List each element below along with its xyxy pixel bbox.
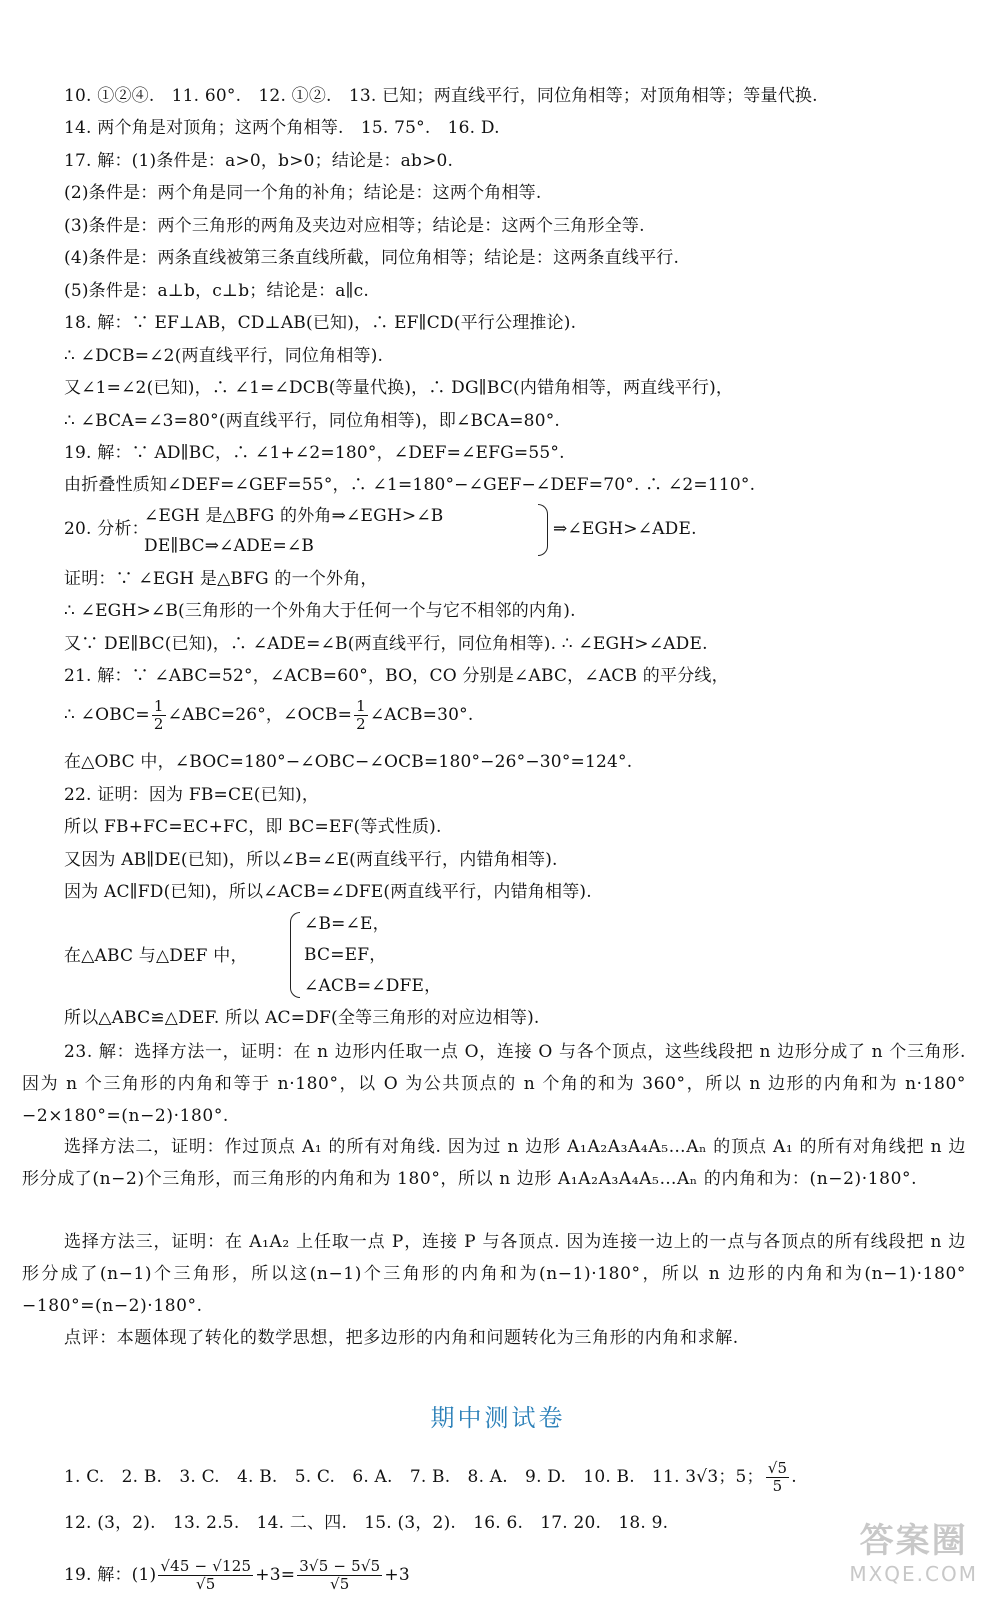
fraction xyxy=(158,1558,253,1593)
brace-item: DE∥BC⇒∠ADE=∠B xyxy=(144,536,315,556)
answer-line: (4)条件是：两条直线被第三条直线所截，同位角相等；结论是：这两条直线平行. xyxy=(64,248,680,268)
answer-line: 证明：∵ ∠EGH 是△BFG 的一个外角， xyxy=(64,569,378,589)
numerator: 1 xyxy=(153,697,164,715)
numerator: √45 − √125 xyxy=(160,1557,252,1575)
denominator: 2 xyxy=(356,715,366,733)
watermark-logo xyxy=(849,1513,978,1586)
answer-line: 又∵ DE∥BC(已知)，∴ ∠ADE=∠B(两直线平行，同位角相等). ∴ ∠EGH>∠ADE. xyxy=(64,634,708,654)
answer-line xyxy=(64,1460,797,1495)
watermark-brand: 答案圈 xyxy=(859,1521,968,1561)
answer-line: 所以△ABC≌△DEF. 所以 AC=DF(全等三角形的对应边相等). xyxy=(64,1008,540,1028)
fraction xyxy=(297,1558,382,1593)
answer-line: (2)条件是：两个角是同一个角的补角；结论是：这两个角相等. xyxy=(64,183,542,203)
brace-item: ∠EGH 是△BFG 的外角⇒∠EGH>∠B xyxy=(144,506,444,526)
denominator: √5 xyxy=(330,1575,350,1593)
answer-line: 由折叠性质知∠DEF=∠GEF=55°，∴ ∠1=180°−∠GEF−∠DEF=70°. ∴ ∠2=110°. xyxy=(64,475,756,495)
paragraph: 选择方法三，证明：在 A₁A₂ 上任取一点 P，连接 P 与各顶点. 因为连接一边上的一点与各顶点的所有线段把 n 边形分成了(n−1)个三角形，所以这(n−1)个三角形的内角和为(n−1)·180°，所以 n 边形的内角和为(n−1)·180°−180°=(n−2)·180°. xyxy=(22,1232,966,1316)
answer-line: 17. 解：(1)条件是：a>0，b>0；结论是：ab>0. xyxy=(64,151,454,171)
text-run: ∴ ∠OBC= xyxy=(64,705,150,725)
brace-item: BC=EF， xyxy=(304,945,387,965)
section-title: 期中测试卷 xyxy=(430,1404,566,1432)
answer-line: 20. 分析： xyxy=(64,519,149,539)
paragraph: 选择方法二，证明：作过顶点 A₁ 的所有对角线. 因为过 n 边形 A₁A₂A₃A₄A₅…Aₙ 的顶点 A₁ 的所有对角线把 n 边形分成了(n−2)个三角形，而三角形的内角和为 180°，所以 n 边形 A₁A₂A₃A₄A₅…Aₙ 的内角和为：(n−2)·180°. xyxy=(22,1137,966,1189)
answer-line xyxy=(64,1558,410,1593)
numerator: √5 xyxy=(767,1459,788,1477)
right-brace xyxy=(538,504,548,556)
answer-line: 21. 解：∵ ∠ABC=52°，∠ACB=60°，BO，CO 分别是∠ABC，∠ACB 的平分线， xyxy=(64,666,729,686)
denominator: √5 xyxy=(196,1575,216,1593)
brace-item: ∠ACB=∠DFE， xyxy=(304,976,442,996)
left-brace xyxy=(290,912,300,998)
answer-line: 在△OBC 中，∠BOC=180°−∠OBC−∠OCB=180°−26°−30°=124°. xyxy=(64,752,633,772)
denominator: 5 xyxy=(772,1477,783,1495)
answer-line: 22. 证明：因为 FB=CE(已知)， xyxy=(64,785,320,805)
paragraph: 23. 解：选择方法一，证明：在 n 边形内任取一点 O，连接 O 与各个顶点，这些线段把 n 边形分成了 n 个三角形. 因为 n 个三角形的内角和等于 n·180°，以 O 为公共顶点的 n 个角的和为 360°，所以 n 边形的内角和为 n·180°−2×180°=(n−2)·180°. xyxy=(22,1042,966,1126)
answer-line: ∴ ∠BCA=∠3=80°(两直线平行，同位角相等)，即∠BCA=80°. xyxy=(64,411,561,431)
paragraph: 点评：本题体现了转化的数学思想，把多边形的内角和问题转化为三角形的内角和求解. xyxy=(64,1328,739,1348)
brace-item: ∠B=∠E， xyxy=(304,914,390,934)
answer-line: ∴ ∠EGH>∠B(三角形的一个外角大于任何一个与它不相邻的内角). xyxy=(64,601,576,621)
answer-line: (3)条件是：两个三角形的两角及夹边对应相等；结论是：这两个三角形全等. xyxy=(64,216,645,236)
answer-line: 19. 解：∵ AD∥BC，∴ ∠1+∠2=180°，∠DEF=∠EFG=55°. xyxy=(64,443,565,463)
answer-line: 又因为 AB∥DE(已知)，所以∠B=∠E(两直线平行，内错角相等). xyxy=(64,850,558,870)
numerator: 1 xyxy=(356,697,366,715)
text-run: 19. 解：(1) xyxy=(64,1565,157,1585)
text-run: ∠ACB=30°. xyxy=(369,705,474,725)
answer-line: 在△ABC 与△DEF 中， xyxy=(64,946,248,966)
fraction xyxy=(766,1460,790,1495)
fraction xyxy=(354,698,368,733)
watermark-url: MXQE.COM xyxy=(849,1562,978,1586)
numerator: 3√5 − 5√5 xyxy=(299,1557,381,1575)
text-run: +3= xyxy=(255,1565,296,1585)
answer-line: 因为 AC∥FD(已知)，所以∠ACB=∠DFE(两直线平行，内错角相等). xyxy=(64,882,592,902)
answer-line: (5)条件是：a⊥b，c⊥b；结论是：a∥c. xyxy=(64,281,369,301)
answer-line: 10. ①②④. 11. 60°. 12. ①②. 13. 已知；两直线平行，同位角相等；对顶角相等；等量代换. xyxy=(64,86,818,106)
denominator: 2 xyxy=(153,715,164,733)
answer-line: 14. 两个角是对顶角；这两个角相等. 15. 75°. 16. D. xyxy=(64,118,500,138)
text-run: 1. C. 2. B. 3. C. 4. B. 5. C. 6. A. 7. B. 8. A. 9. D. 10. B. 11. 3√3；5； xyxy=(64,1467,764,1487)
answer-line: ⇒∠EGH>∠ADE. xyxy=(553,519,697,539)
answer-line xyxy=(64,698,473,733)
answer-line: 18. 解：∵ EF⊥AB，CD⊥AB(已知)，∴ EF∥CD(平行公理推论). xyxy=(64,313,577,333)
answer-line: 又∠1=∠2(已知)，∴ ∠1=∠DCB(等量代换)，∴ DG∥BC(内错角相等，两直线平行)， xyxy=(64,378,734,398)
answer-line: 12. (3，2). 13. 2.5. 14. 二、四. 15. (3，2). 16. 6. 17. 20. 18. 9. xyxy=(64,1513,669,1533)
text-run: +3 xyxy=(384,1565,410,1585)
fraction xyxy=(152,698,166,733)
text-run: ∠ABC=26°，∠OCB= xyxy=(167,705,353,725)
answer-line: 所以 FB+FC=EC+FC，即 BC=EF(等式性质). xyxy=(64,817,442,837)
text-run: . xyxy=(791,1467,797,1487)
answer-line: ∴ ∠DCB=∠2(两直线平行，同位角相等). xyxy=(64,346,384,366)
